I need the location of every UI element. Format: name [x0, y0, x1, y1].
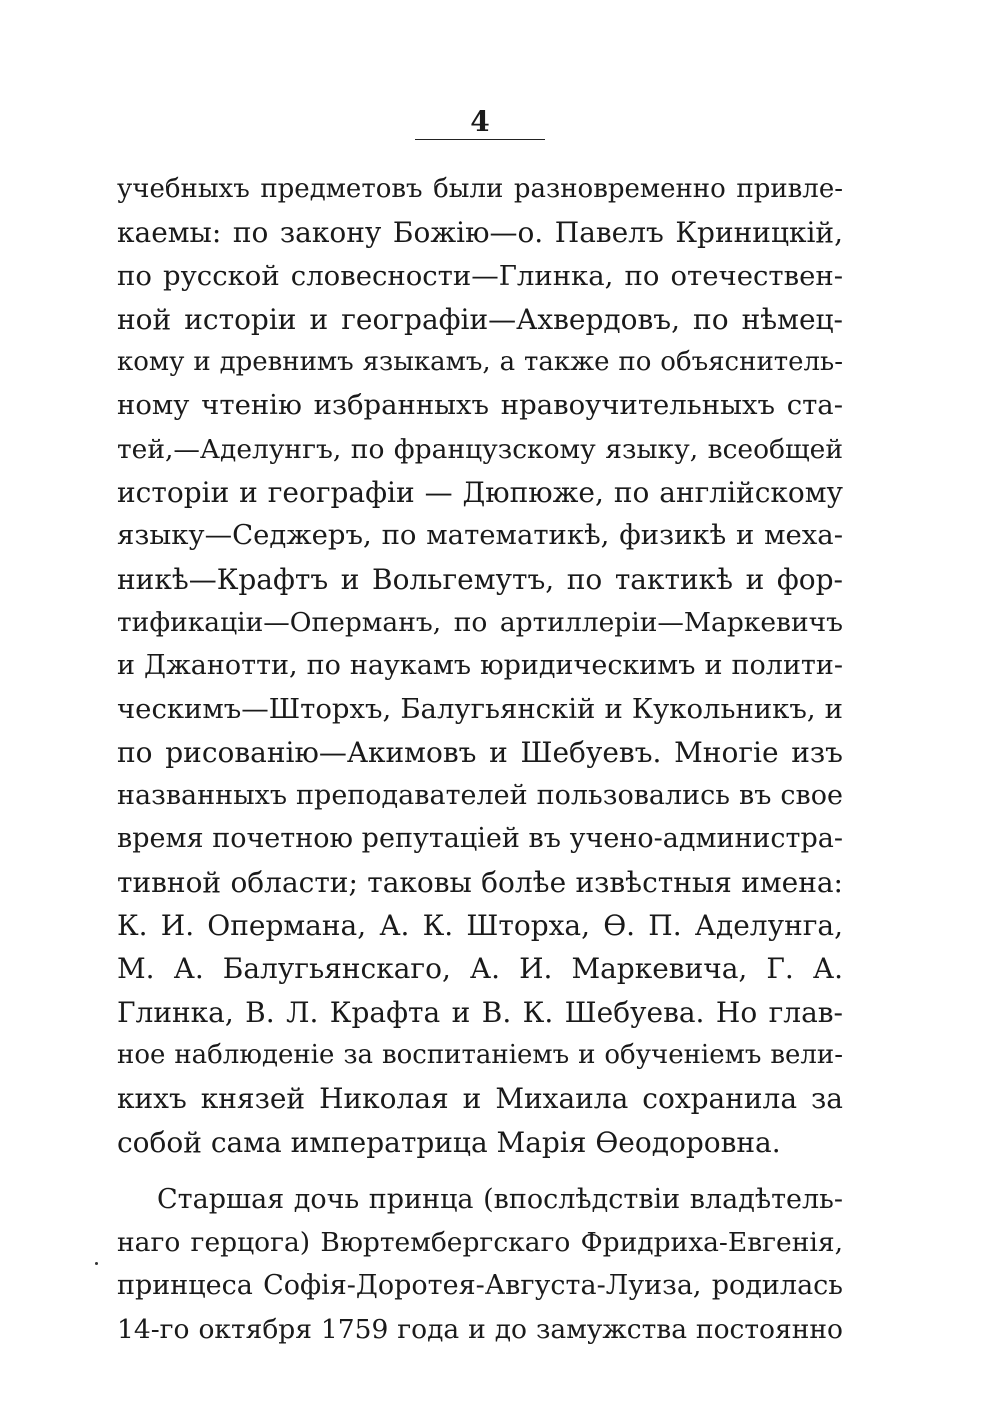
text-line: и Джанотти, по наукамъ юридическимъ и полити-: [117, 650, 843, 682]
text-line: ное наблюденiе за воспитанiемъ и обученiемъ вели-: [117, 1039, 843, 1070]
text-line: названныхъ преподавателей пользовались въ свое: [117, 780, 843, 812]
text-line: Старшая дочь принца (впослѣдствiи владѣтель-: [157, 1183, 843, 1215]
text-line: по русской словесности—Глинка, по отечествен-: [117, 259, 843, 292]
text-line: 14-го октября 1759 года и до замужства постоянно: [117, 1313, 843, 1345]
text-line: никѣ—Крафтъ и Вольгемутъ, по тактикѣ и фор-: [117, 562, 843, 596]
text-line: учебныхъ предметовъ были разновременно привле-: [117, 174, 843, 204]
text-line: тей,—Аделунгъ, по французскому языку, всеобщей: [117, 433, 843, 465]
paragraph-1: [117, 168, 843, 1164]
text-line: тификацiи—Оперманъ, по артиллерiи—Маркевичъ: [117, 606, 843, 638]
text-line: языку—Седжеръ, по математикѣ, физикѣ и меха-: [117, 519, 843, 552]
text-line: кихъ князей Николая и Михаила сохранила за: [117, 1082, 843, 1116]
text-line: Глинка, В. Л. Крафта и В. К. Шебуева. Но глав-: [117, 995, 843, 1029]
text-line: ной исторiи и географiи—Ахвердовъ, по нѣмец-: [117, 302, 843, 336]
paragraph-gap: [117, 1164, 843, 1178]
text-line: ческимъ—Шторхъ, Балугьянскiй и Кукольникъ, и: [117, 692, 843, 725]
text-line: кому и древнимъ языкамъ, а также по объяснитель-: [117, 347, 843, 378]
text-line: принцеса Софiя-Доротея-Августа-Луиза, родилась: [117, 1270, 843, 1302]
text-line: М. А. Балугьянскаго, А. И. Маркевича, Г. А.: [117, 952, 843, 986]
text-line: исторiи и географiи — Дюпюже, по англiйскому: [117, 476, 843, 510]
text-line: ному чтенiю избранныхъ нравоучительныхъ ста-: [117, 389, 843, 422]
text-line: каемы: по закону Божiю—о. Павелъ Криницкiй,: [117, 216, 843, 250]
text-line: наго герцога) Вюртембергскаго Фридриха-Евгенiя,: [117, 1227, 843, 1259]
page-number: 4: [470, 105, 490, 138]
text-line: К. И. Опермана, А. К. Шторха, Ѳ. П. Аделунга,: [117, 909, 843, 943]
margin-speck: [95, 1262, 98, 1265]
text-line: собой сама императрица Марiя Ѳеодоровна.: [117, 1125, 781, 1159]
body-text: [117, 168, 843, 1351]
paragraph-2: [117, 1178, 843, 1351]
text-line: по рисованiю—Акимовъ и Шебуевъ. Многiе изъ: [117, 735, 843, 769]
text-line: время почетною репутацiей въ учено-администра-: [117, 823, 843, 855]
text-line: тивной области; таковы болѣе извѣстныя имена:: [117, 865, 843, 899]
header-rule: [415, 139, 545, 140]
